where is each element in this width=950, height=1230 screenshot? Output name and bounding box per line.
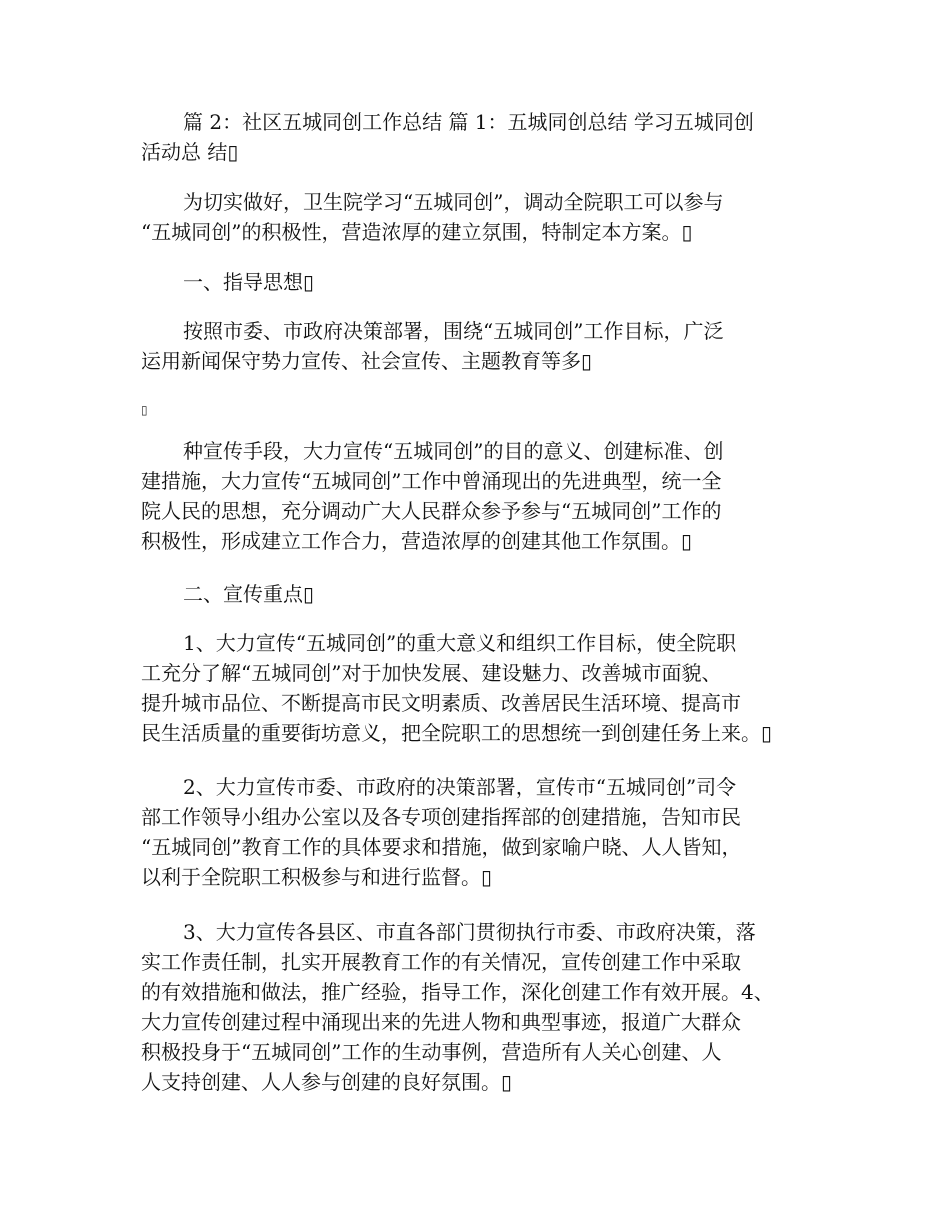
text-line: 为切实做好，卫生院学习“五城同创”，调动全院职工可以参与 [183,190,724,214]
paragraph-mark: ▯ [141,403,148,417]
text-line: 3、大力宣传各县区、市直各部门贯彻执行市委、市政府决策，落 [183,920,756,944]
section-heading-2 [141,579,314,609]
text-line: 积极投身于“五城同创”工作的生动事例，营造所有人关心创建、人 [141,1040,722,1064]
title-paragraph [141,107,754,167]
text-line: 一、指导思想▯ [183,270,315,294]
text-line: 篇 2：社区五城同创工作总结 篇 1：五城同创总结 学习五城同创 [183,110,754,134]
text-line: 2、大力宣传市委、市政府的决策部署，宣传市“五城同创”司令 [183,775,737,799]
text-line: 人支持创建、人人参与创建的良好氛围。▯ [141,1070,513,1094]
text-line: 实工作责任制，扎实开展教育工作的有关情况，宣传创建工作中采取 [141,950,741,974]
text-line: 活动总 结▯ [141,140,239,164]
point-1-paragraph [141,628,772,748]
text-line: 以利于全院职工积极参与和进行监督。▯ [141,865,493,889]
text-line: 积极性，形成建立工作合力，营造浓厚的创建其他工作氛围。▯ [141,529,693,553]
text-line: 种宣传手段，大力宣传“五城同创”的目的意义、创建标准、创 [183,439,724,463]
text-line: 民生活质量的重要街坊意义，把全院职工的思想统一到创建任务上来。▯ [141,721,773,745]
text-line: 大力宣传创建过程中涌现出来的先进人物和典型事迹，报道广大群众 [141,1010,741,1034]
point-3-paragraph [141,917,774,1097]
guiding-paragraph [141,316,723,376]
text-line: 1、大力宣传“五城同创”的重大意义和组织工作目标，使全院职 [183,631,737,655]
text-line: “五城同创”教育工作的具体要求和措施，做到家喻户晓、人人皆知， [141,835,742,859]
text-line: 按照市委、市政府决策部署，围绕“五城同创”工作目标，广泛 [183,319,724,343]
text-line: 的有效措施和做法，推广经验，指导工作，深化创建工作有效开展。4、 [141,980,774,1004]
text-line: 提升城市品位、不断提高市民文明素质、改善居民生活环境、提高市 [141,691,741,715]
text-line: 运用新闻保守势力宣传、社会宣传、主题教育等多▯ [141,349,593,373]
text-line: 建措施，大力宣传“五城同创”工作中曾涌现出的先进典型，统一全 [141,469,722,493]
text-line: “五城同创”的积极性，营造浓厚的建立氛围，特制定本方案。▯ [141,220,693,244]
point-2-paragraph [141,772,741,892]
text-line: 部工作领导小组办公室以及各专项创建指挥部的创建措施，告知市民 [141,805,741,829]
means-paragraph [141,436,723,556]
text-line: 院人民的思想，充分调动广大人民群众参予参与“五城同创”工作的 [141,499,722,523]
empty-paragraph [141,395,148,425]
text-line: 二、宣传重点▯ [183,582,315,606]
intro-paragraph [141,187,723,247]
section-heading-1 [141,267,314,297]
text-line: 工充分了解“五城同创”对于加快发展、建设魅力、改善城市面貌、 [141,661,722,685]
